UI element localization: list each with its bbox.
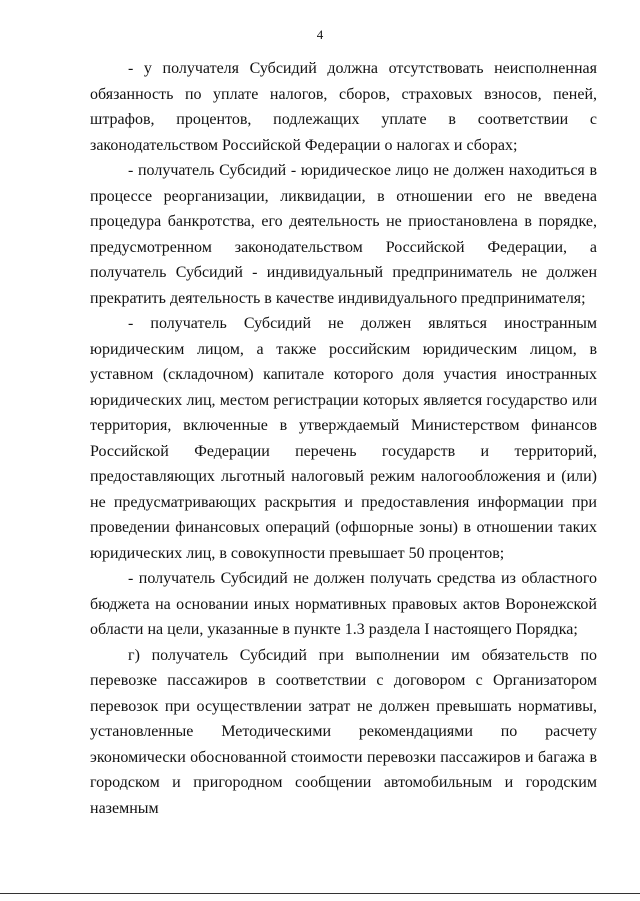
paragraph-regional-budget: - получатель Субсидий не должен получать средства из областного бюджета на основании иных нормативных правовых актов Воронежской области на цели, указанные в пункте 1.3 раздела I настоящего Порядка; xyxy=(90,570,597,638)
document-body xyxy=(90,56,597,821)
page-bottom-rule xyxy=(0,893,640,894)
page-number: 4 xyxy=(316,27,324,42)
paragraph-foreign-entity: - получатель Субсидий не должен являться иностранным юридическим лицом, а также российским юридическим лицом, в уставном (складочном) капитале которого доля участия иностранных юридических лиц, местом регистрации которых является государство или территория, включенные в утверждаемый Министерством финансов Российской Федерации перечень государств и территорий, предоставляющих льготный налоговый режим налогообложения и (или) не предусматривающих раскрытия и предоставления информации при проведении финансовых операций (офшорные зоны) в отношении таких юридических лиц, в совокупности превышает 50 процентов; xyxy=(90,315,597,562)
paragraph-transport-costs: г) получатель Субсидий при выполнении им обязательств по перевозке пассажиров в соответствии с договором с Организатором перевозок при осуществлении затрат не должен превышать нормативы, установленные Методическими рекомендациями по расчету экономически обоснованной стоимости перевозки пассажиров и багажа в городском и пригородном сообщении автомобильным и городским наземным xyxy=(90,646,597,817)
paragraph-reorganization: - получатель Субсидий - юридическое лицо не должен находиться в процессе реорганизации, ликвидации, в отношении его не введена процедура банкротства, его деятельность не приостановлена в порядке, предусмотренном законодательством Российской Федерации, а получатель Субсидий - индивидуальный предприниматель не должен прекратить деятельность в качестве индивидуального предпринимателя; xyxy=(90,162,597,307)
paragraph-tax-obligations: - у получателя Субсидий должна отсутствовать неисполненная обязанность по уплате налогов, сборов, страховых взносов, пеней, штрафов, процентов, подлежащих уплате в соответствии с законодательством Российской Федерации о налогах и сборах; xyxy=(90,60,597,154)
